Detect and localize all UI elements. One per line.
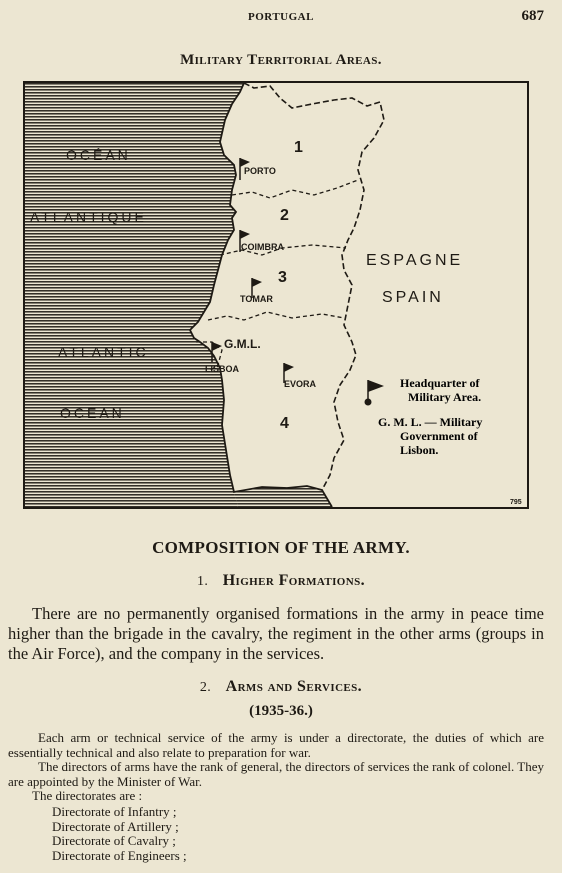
paragraph-directors-rank: The directors of arms have the rank of general, the directors of services the rank of colonel. They are appointed by the Minister of War. xyxy=(8,759,544,789)
ocean-label-en-2: OCEAN xyxy=(60,405,125,421)
gml-label: G.M.L. xyxy=(224,337,261,351)
running-header: PORTUGAL xyxy=(248,11,314,23)
area-number-4: 4 xyxy=(280,415,289,432)
list-item: Directorate of Artillery ; xyxy=(52,818,179,834)
subsection-title: Arms and Services. xyxy=(225,678,363,695)
city-label-lisboa: LISBOA xyxy=(205,364,240,374)
city-label-coimbra: COIMBRA xyxy=(241,242,284,252)
country-label-fr: ESPAGNE xyxy=(366,252,464,269)
subsection-heading-1 xyxy=(0,572,562,590)
plate-number: 795 xyxy=(510,499,522,506)
city-label-tomar: TOMAR xyxy=(240,294,273,304)
country-label-en: SPAIN xyxy=(382,289,444,306)
legend-gml-line3: Lisbon. xyxy=(400,443,439,457)
legend-hq-line2: Military Area. xyxy=(408,390,482,404)
directorates-intro: The directorates are : xyxy=(32,788,143,803)
city-label-porto: PORTO xyxy=(244,166,276,176)
subsection-heading-2 xyxy=(0,678,562,696)
paragraph-higher-formations: There are no permanently organised formations in the army in peace time higher than the brigade in the cavalry, the regiment in the other arms (groups in the Air Force), and the company in the services. xyxy=(8,604,544,663)
legend-hq-line1: Headquarter of xyxy=(400,376,480,390)
ocean-label-fr-1: OCÉAN xyxy=(66,147,131,163)
area-number-1: 1 xyxy=(294,139,303,156)
subsection-number: 1. xyxy=(196,574,209,589)
section-title: COMPOSITION OF THE ARMY. xyxy=(152,538,410,557)
list-item: Directorate of Engineers ; xyxy=(52,847,187,863)
ocean-label-en-1: ATLANTIC xyxy=(58,344,149,360)
city-label-evora: EVORA xyxy=(284,379,317,389)
list-item: Directorate of Infantry ; xyxy=(52,804,177,819)
directorates-list xyxy=(52,805,187,863)
paragraph-directorates: Each arm or technical service of the army is under a directorate, the duties of which are essentially technical and also relate to preparation for war. xyxy=(8,730,544,760)
military-areas-map xyxy=(22,80,530,510)
figure-caption: Military Territorial Areas. xyxy=(180,52,382,68)
years-heading: (1935-36.) xyxy=(249,703,313,719)
area-number-3: 3 xyxy=(278,269,287,286)
legend-gml-line1: G. M. L. — Military xyxy=(378,415,483,429)
list-item: Directorate of Cavalry ; xyxy=(52,833,176,848)
subsection-title: Higher Formations. xyxy=(222,572,366,589)
area-number-2: 2 xyxy=(280,207,289,224)
legend-gml-line2: Government of xyxy=(400,429,478,443)
ocean-label-fr-2: ATLANTIQUE xyxy=(30,209,147,225)
page-number: 687 xyxy=(521,8,544,24)
subsection-number: 2. xyxy=(199,680,212,695)
